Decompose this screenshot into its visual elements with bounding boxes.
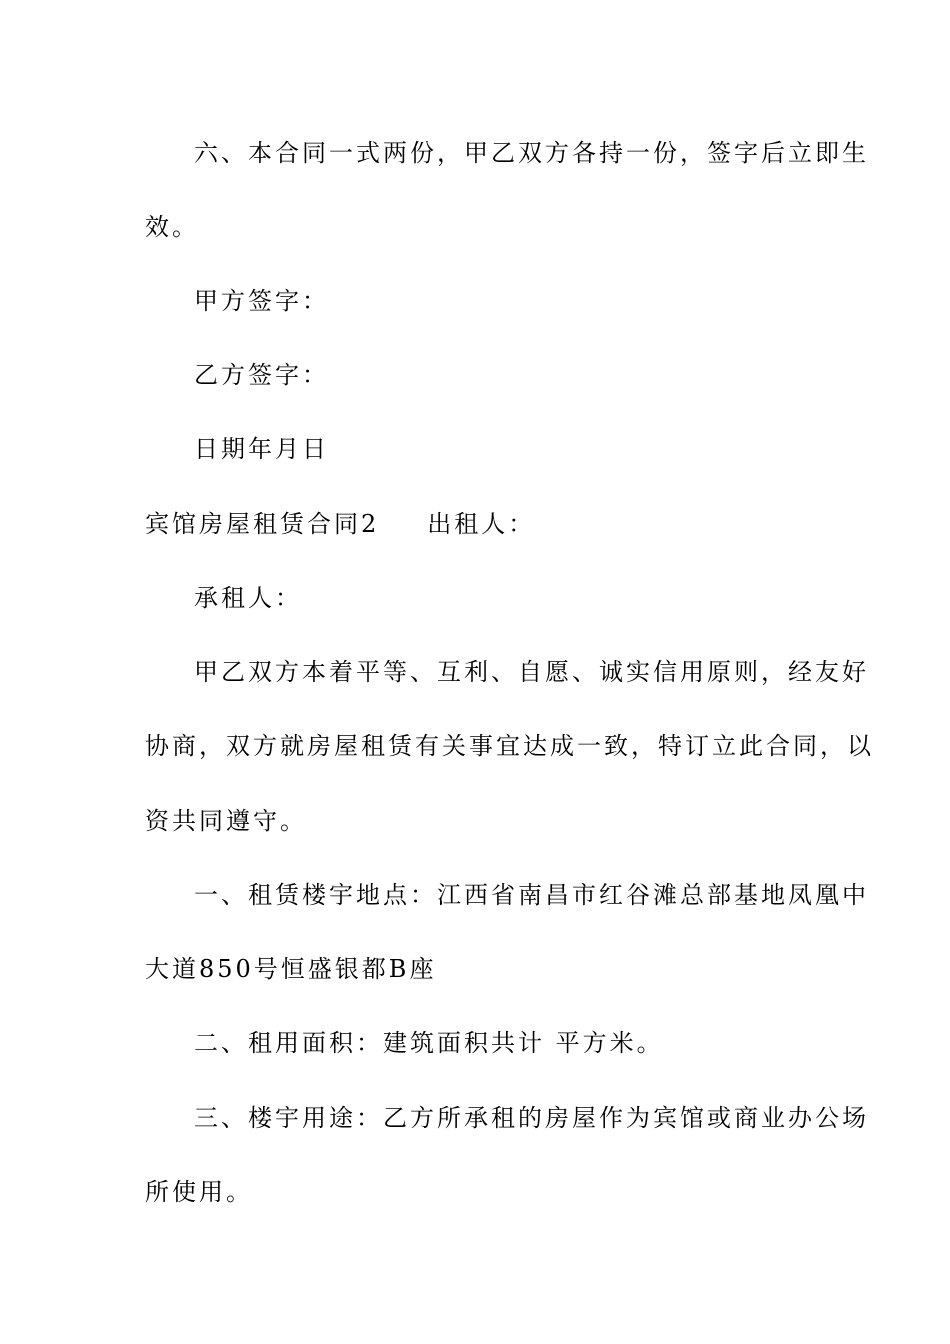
preamble-line-2: 协商，双方就房屋租赁有关事宜达成一致，特订立此合同，以 [145,732,874,760]
clause-six-line-1: 六、本合同一式两份，甲乙双方各持一份，签字后立即生 [194,139,869,167]
party-b-signature-label: 乙方签字： [194,361,329,389]
party-a-signature-label: 甲方签字： [194,287,329,315]
clause-one-line-2: 大道850号恒盛银都B座 [145,955,437,983]
clause-one-line-1: 一、租赁楼宇地点：江西省南昌市红谷滩总部基地凤凰中 [194,881,869,909]
preamble-line-3: 资共同遵守。 [145,807,307,835]
clause-three-line-1: 三、楼宇用途：乙方所承租的房屋作为宾馆或商业办公场 [194,1104,869,1132]
contract-title: 宾馆房屋租赁合同2 [145,510,380,538]
clause-three-line-2: 所使用。 [145,1178,253,1206]
clause-six-line-2: 效。 [145,213,199,241]
lessee-label: 承租人： [194,584,302,612]
date-line: 日期年月日 [194,435,329,463]
lessor-label: 出租人： [427,510,536,538]
contract-heading-line [145,508,805,540]
clause-two-line: 二、租用面积：建筑面积共计 平方米。 [194,1029,664,1057]
preamble-line-1: 甲乙双方本着平等、互利、自愿、诚实信用原则，经友好 [194,658,869,686]
